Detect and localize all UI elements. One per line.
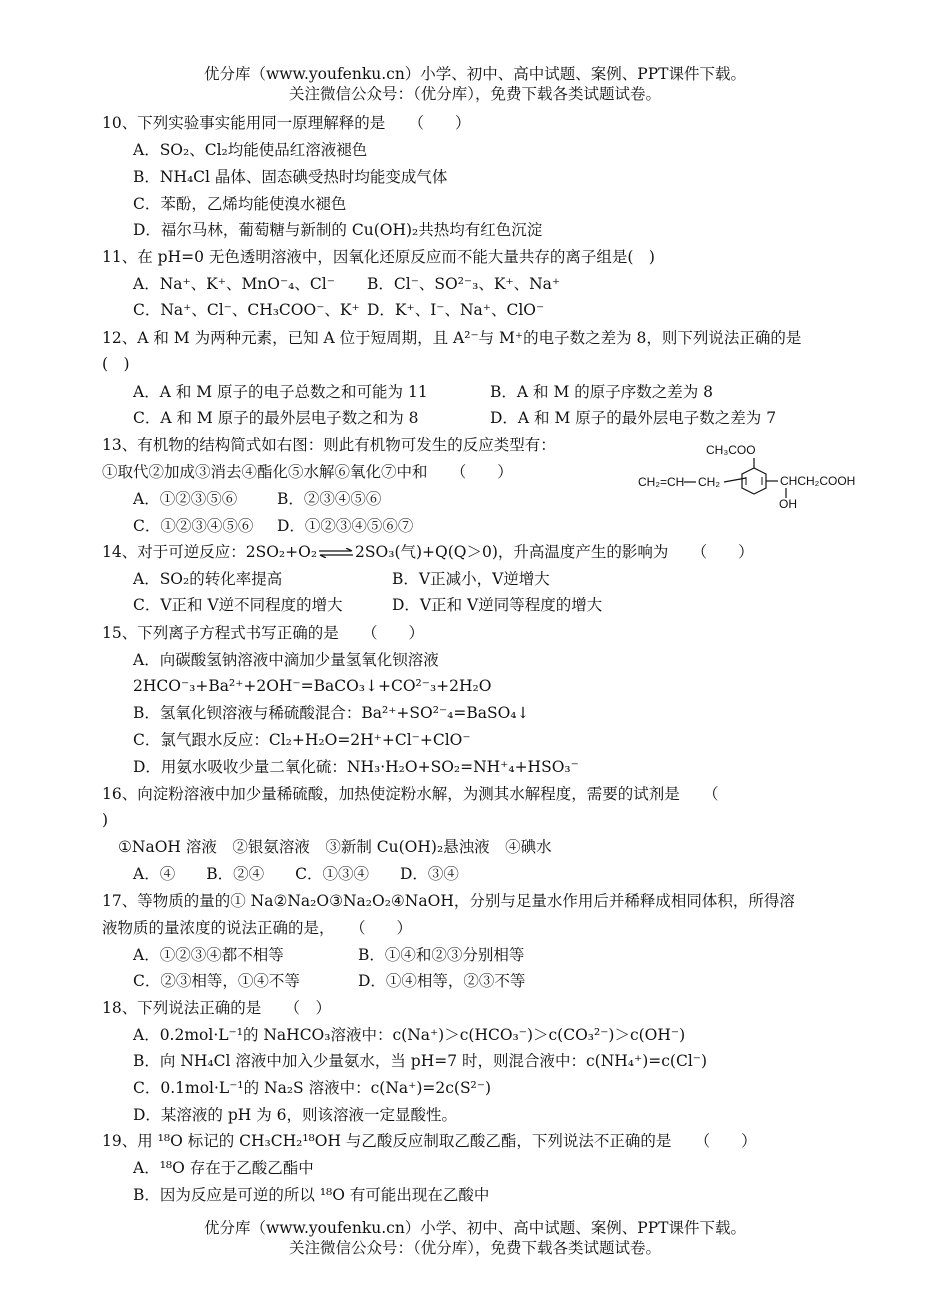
q15-option-c: C．氯气跟水反应：Cl₂+H₂O=2H⁺+Cl⁻+ClO⁻ bbox=[133, 731, 471, 749]
structural-formula bbox=[636, 442, 866, 510]
mol-hydroxyl: OH bbox=[779, 497, 797, 510]
q10-option-c: C．苯酚，乙烯均能使溴水褪色 bbox=[133, 195, 347, 213]
q14-option-c: C．V正和 V逆不同程度的增大 bbox=[133, 596, 343, 614]
q13-stem: 13、有机物的结构简式如右图：则此有机物可发生的反应类型有： bbox=[102, 436, 556, 454]
q14-option-d: D．V正和 V逆同等程度的增大 bbox=[392, 596, 603, 614]
q10-stem: 10、下列实验事实能用同一原理解释的是 （ ） bbox=[102, 114, 471, 132]
header-line-1: 优分库（www.youfenku.cn）小学、初中、高中试题、案例、PPT课件下载。 bbox=[203, 65, 747, 83]
q18-option-c: C．0.1mol·L⁻¹的 Na₂S 溶液中：c(Na⁺)=2c(S²⁻) bbox=[133, 1079, 491, 1097]
footer-line-2: 关注微信公众号：（优分库），免费下载各类试题试卷。 bbox=[288, 1239, 661, 1257]
q16-stem: 16、向淀粉溶液中加少量稀硫酸，加热使淀粉水解，为测其水解程度，需要的试剂是 （ bbox=[102, 785, 719, 803]
mol-acetyl-group: CH₃COO bbox=[706, 443, 756, 457]
q18-option-b: B．向 NH₄Cl 溶液中加入少量氨水，当 pH=7 时，则混合液中：c(NH₄⁺)=c(Cl⁻) bbox=[133, 1052, 708, 1070]
q13-option-a: A．①②③⑤⑥ bbox=[133, 490, 238, 508]
q19-option-b: B．因为反应是可逆的所以 ¹⁸O 有可能出现在乙酸中 bbox=[133, 1186, 490, 1204]
q17-option-b: B．①④和②③分别相等 bbox=[358, 946, 525, 964]
q12-stem: 12、A 和 M 为两种元素，已知 A 位于短周期，且 A²⁻与 M⁺的电子数之差为 8，则下列说法正确的是 bbox=[102, 329, 802, 347]
q18-option-a: A．0.2mol·L⁻¹的 NaHCO₃溶液中：c(Na⁺)＞c(HCO₃⁻)＞c(CO₃²⁻)＞c(OH⁻) bbox=[133, 1026, 686, 1044]
q15-option-d: D．用氨水吸收少量二氧化硫：NH₃·H₂O+SO₂=NH⁺₄+HSO₃⁻ bbox=[133, 758, 579, 776]
mol-bond bbox=[724, 478, 746, 482]
q18-option-d: D．某溶液的 pH 为 6，则该溶液一定显酸性。 bbox=[133, 1106, 458, 1124]
mol-side-chain: CHCH₂COOH bbox=[780, 474, 856, 488]
header-line-2: 关注微信公众号：（优分库），免费下载各类试题试卷。 bbox=[288, 85, 661, 103]
q16-options: A．④ B．②④ C．①③④ D．③④ bbox=[133, 865, 459, 883]
q15-option-b: B．氢氧化钡溶液与稀硫酸混合：Ba²⁺+SO²⁻₄=BaSO₄↓ bbox=[133, 704, 530, 722]
q10-option-a: A．SO₂、Cl₂均能使品红溶液褪色 bbox=[133, 141, 368, 159]
mol-ch2-group: CH₂ bbox=[698, 475, 720, 489]
q13-option-c: C．①②③④⑤⑥ bbox=[133, 517, 254, 535]
q12-option-a: A．A 和 M 原子的电子总数之和可能为 11 bbox=[133, 383, 428, 401]
q16-reagents: ①NaOH 溶液 ②银氨溶液 ③新制 Cu(OH)₂悬浊液 ④碘水 bbox=[118, 838, 552, 856]
q15-option-a-equation: 2HCO⁻₃+Ba²⁺+2OH⁻=BaCO₃↓+CO²⁻₃+2H₂O bbox=[133, 677, 492, 695]
q19-stem: 19、用 ¹⁸O 标记的 CH₃CH₂¹⁸OH 与乙酸反应制取乙酸乙酯，下列说法不正确的是 （ ） bbox=[102, 1132, 757, 1150]
q17-stem-continued: 液物质的量浓度的说法正确的是， （ ） bbox=[102, 919, 413, 937]
q15-stem: 15、下列离子方程式书写正确的是 （ ） bbox=[102, 624, 424, 642]
mol-vinyl-group: CH₂=CH bbox=[638, 475, 685, 489]
q14-option-a: A．SO₂的转化率提高 bbox=[133, 570, 283, 588]
q19-option-a: A．¹⁸O 存在于乙酸乙酯中 bbox=[133, 1159, 314, 1177]
equilibrium-arrow-icon bbox=[318, 548, 354, 558]
q17-option-a: A．①②③④都不相等 bbox=[133, 946, 284, 964]
q10-option-b: B．NH₄Cl 晶体、固态碘受热时均能变成气体 bbox=[133, 168, 448, 186]
q13-option-b: B．②③④⑤⑥ bbox=[277, 490, 382, 508]
q11-option-d: D．K⁺、I⁻、Na⁺、ClO⁻ bbox=[367, 301, 545, 319]
q14-stem-left: 14、对于可逆反应：2SO₂+O₂ bbox=[102, 543, 318, 561]
q11-option-a: A．Na⁺、K⁺、MnO⁻₄、Cl⁻ bbox=[133, 275, 335, 293]
q14-option-b: B．V正减小，V逆增大 bbox=[392, 570, 550, 588]
q12-option-b: B．A 和 M 的原子序数之差为 8 bbox=[490, 383, 714, 401]
q17-option-c: C．②③相等，①④不等 bbox=[133, 972, 300, 990]
q14-stem bbox=[102, 540, 754, 564]
q10-option-d: D．福尔马林，葡萄糖与新制的 Cu(OH)₂共热均有红色沉淀 bbox=[133, 221, 543, 239]
q17-option-d: D．①④相等，②③不等 bbox=[358, 972, 526, 990]
q17-stem: 17、等物质的量的① Na②Na₂O③Na₂O₂④NaOH，分别与足量水作用后并稀释成相同体积，所得溶 bbox=[102, 892, 795, 910]
q12-option-d: D．A 和 M 原子的最外层电子数之差为 7 bbox=[490, 409, 777, 427]
footer-line-1: 优分库（www.youfenku.cn）小学、初中、高中试题、案例、PPT课件下载。 bbox=[203, 1219, 747, 1237]
q11-option-b: B．Cl⁻、SO²⁻₃、K⁺、Na⁺ bbox=[367, 275, 561, 293]
q13-reaction-types: ①取代②加成③消去④酯化⑤水解⑥氧化⑦中和 （ ） bbox=[102, 463, 513, 481]
q18-stem: 18、下列说法正确的是 （ ） bbox=[102, 999, 331, 1017]
q12-stem-bracket: ( ) bbox=[102, 355, 130, 373]
q11-stem: 11、在 pH=0 无色透明溶液中，因氧化还原反应而不能大量共存的离子组是( ) bbox=[102, 248, 655, 266]
q11-option-c: C．Na⁺、Cl⁻、CH₃COO⁻、K⁺ bbox=[133, 301, 360, 319]
q15-option-a: A．向碳酸氢钠溶液中滴加少量氢氧化钡溶液 bbox=[133, 651, 439, 669]
q16-stem-bracket: ) bbox=[102, 811, 109, 829]
q13-option-d: D．①②③④⑤⑥⑦ bbox=[277, 517, 414, 535]
q14-stem-right: 2SO₃(气)+Q(Q＞0)，升高温度产生的影响为 （ ） bbox=[355, 543, 754, 561]
q12-option-c: C．A 和 M 原子的最外层电子数之和为 8 bbox=[133, 409, 419, 427]
